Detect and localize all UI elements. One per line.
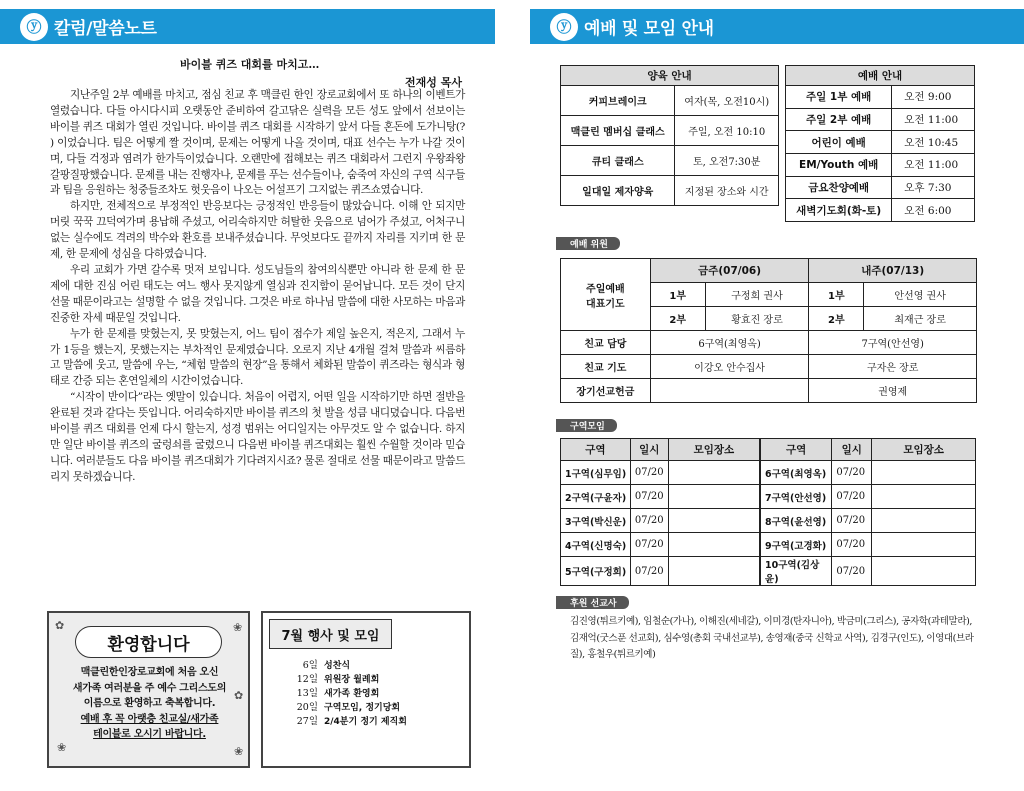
worship-section-title: 예배 및 모임 안내 bbox=[584, 19, 714, 39]
table-row: 2구역(구윤자) 07/20 7구역(안선영) 07/20 bbox=[561, 485, 976, 509]
table-row: 5구역(구정희) 07/20 10구역(김상윤) 07/20 bbox=[561, 557, 976, 586]
next-week-header: 내주(07/13) bbox=[809, 259, 977, 283]
worship-schedule-header: 예배 안내 bbox=[786, 66, 975, 86]
this-week-header: 금주(07/06) bbox=[650, 259, 809, 283]
flower-icon: ❀ bbox=[233, 621, 243, 634]
table-row: 3구역(박신운) 07/20 8구역(윤선영) 07/20 bbox=[561, 509, 976, 533]
nurture-table bbox=[560, 65, 779, 206]
column-paragraph: 우리 교회가 가면 갈수록 멋져 보입니다. 성도님들의 참여의식뿐만 아니라 한 문제 한 문제에 대한 진심 어린 태도는 여느 행사 못지않게 열심과 진지함이 묻어납니다. 모든 것이 단지 선물 때문이라고는 설명할 수 없을 것입니다. 그것은 바로 하나님 말씀에 대한 사모하는 마음과 진중한 자세 때문일 것입니다. bbox=[50, 263, 465, 324]
table-row: 맥클린 멤버십 클래스 주일, 오전 10:10 bbox=[561, 116, 779, 146]
column-body bbox=[50, 88, 465, 486]
column-author: 전재성 목사 bbox=[405, 76, 462, 89]
supporters-list: 김진영(튀르키예), 임철순(가나), 이해진(세네갈), 이미경(탄자니아), 박금미(그리스), 공자학(과테말라), 김재억(굿스푼 선교회), 심수영(총회 국내선교부), 송영재(중국 신학교 사역), 김경구(인도), 이영대(브라질), 홍철우(튀르키예) bbox=[570, 616, 974, 660]
table-row: 4구역(신명숙) 07/20 9구역(고경화) 07/20 bbox=[561, 533, 976, 557]
worship-schedule-table bbox=[785, 65, 975, 222]
event-item: 20일 구역모임, 정기당회 bbox=[296, 702, 401, 713]
rep-prayer-label: 주일예배 대표기도 bbox=[561, 259, 651, 331]
worship-committee-tag: 예배 위원 bbox=[556, 237, 620, 250]
july-events-box bbox=[261, 611, 471, 768]
church-logo-icon: ⓨ bbox=[550, 13, 578, 41]
column-title: 바이블 퀴즈 대회를 마치고… bbox=[180, 58, 320, 71]
table-row: 일대일 제자양육 지정된 장소와 시간 bbox=[561, 176, 779, 206]
event-item: 12일 위원장 월례회 bbox=[296, 674, 380, 685]
event-item: 27일 2/4분기 정기 제직회 bbox=[296, 716, 407, 727]
district-meeting-table: 구역 일시 모임장소 구역 일시 모임장소 1구역(심무임) 07/20 6구역(최영옥) 07/20 2구역(구윤자) 07/20 7구역(안선영) 07/20 3구역(박신운) 07/20 8구역(윤선영) 07/20 4구역(신명숙) 07/20 9구역(고경화) 07/20 5구역(구정희) 07/20 10구역(김상윤) 07/20 bbox=[560, 438, 976, 586]
table-row: 주일 2부 예배 오전 11:00 bbox=[786, 108, 975, 131]
column-paragraph: 하지만, 전체적으로 부정적인 반응보다는 긍정적인 반응들이 많았습니다. 이해 안 되지만 머릿 꾹꾹 끄덕여가며 용납해 주셨고, 어리숙하지만 허탈한 웃음으로 넘어가 주셨고, 어처구니없는 실수에도 격려의 박수와 환호를 보내주셨습니다. 무엇보다도 끝까지 자리를 지키며 한 문제, 한 문제에 성심을 다하였습니다. bbox=[50, 200, 465, 261]
table-row: 금요찬양예배 오후 7:30 bbox=[786, 176, 975, 199]
worship-committee-table: 주일예배 대표기도 금주(07/06) 내주(07/13) 1부 구정희 권사 1부 안선영 권사 2부 황효진 장로 2부 최재근 장로 친교 담당 6구역(최영옥) 7구역(안선영) 친교 기도 이강오 안수집사 구자은 장로 장기선교헌금 권영제 bbox=[560, 258, 977, 403]
worship-header-bar bbox=[530, 9, 1024, 44]
table-row: EM/Youth 예배 오전 11:00 bbox=[786, 154, 975, 177]
welcome-title: 환영합니다 bbox=[75, 626, 222, 658]
table-row: 큐티 클래스 토, 오전7:30분 bbox=[561, 146, 779, 176]
column-section-title: 칼럼/말씀노트 bbox=[54, 19, 157, 39]
nurture-header: 양육 안내 bbox=[561, 66, 779, 86]
table-row: 새벽기도회(화-토) 오전 6:00 bbox=[786, 199, 975, 222]
events-list bbox=[275, 659, 407, 729]
welcome-box bbox=[47, 611, 250, 768]
event-item: 13일 새가족 환영회 bbox=[296, 688, 380, 699]
table-row: 커피브레이크 여자(목, 오전10시) bbox=[561, 86, 779, 116]
table-row: 어린이 예배 오전 10:45 bbox=[786, 131, 975, 154]
column-paragraph: 누가 한 문제를 맞혔는지, 못 맞혔는지, 어느 팀이 점수가 제일 높은지, 적은지, 그래서 누가 1등을 했는지, 못했는지는 부차적인 문제였습니다. 오로지 지난 4개월 걸쳐 말씀과 씨름하고 말씀에 웃고, 말씀에 우는, “체험 말씀의 현장”을 통해서 체화된 말씀이 퀴즈라는 형식과 형태로 간증 되는 혼연일체의 시간이었습니다. bbox=[50, 327, 465, 388]
table-row: 주일 1부 예배 오전 9:00 bbox=[786, 86, 975, 109]
column-paragraph: “시작이 반이다”라는 옛말이 있습니다. 처음이 어렵지, 어떤 일을 시작하기만 하면 절반을 완료된 것과 같다는 뜻입니다. 어리숙하지만 바이블 퀴즈의 첫 발을 성큼 내디뎠습니다. 다음번 바이블 퀴즈 대회를 언제 다시 할는지, 성경 범위는 어디일지는 아무것도 알 수 없습니다. 하지만 일단 바이블 퀴즈의 굴렁쇠를 굴렸으니 다음번 바이블 퀴즈대회는 훨씬 수월할 것이라 믿습니다. 여러분들도 다음 바이블 퀴즈대회가 기다려지시죠? 물론 절대로 선물 때문이라고 말씀드리지 못하겠습니다. bbox=[50, 391, 465, 483]
event-item: 6일 성찬식 bbox=[302, 660, 351, 671]
flower-icon: ❀ bbox=[57, 741, 67, 754]
column-paragraph: 지난주일 2부 예배를 마치고, 점심 친교 후 맥클린 한인 장로교회에서 또 하나의 이벤트가 열렸습니다. 다들 아시다시피 오랫동안 준비하여 갈고닦은 실력을 모든 성도 앞에서 선보이는 바이블 퀴즈 대회가 열린 것입니다. 바이블 퀴즈 대회를 시작하기 앞서 다들 혼돈에 도가니탕(? ) 이었습니다. 팀은 어떻게 짤 것이며, 문제는 어떻게 나올 것이며, 대표 선수는 누가 나갈 것이며, 다들 걱정과 염려가 한가득이었습니다. 오랜만에 접해보는 퀴즈 대회라서 그런지 우왕좌왕 갈팡질팡했습니다. 문제를 내는 진행자나, 문제를 푸는 선수들이나, 숨죽여 자신의 구역 식구들과 팀을 응원하는 청중들조차도 헛웃음이 나오는 어설프기 그지없는 퀴즈쇼였습니다. bbox=[50, 89, 465, 197]
supporters-tag: 후원 선교사 bbox=[556, 596, 629, 609]
welcome-message: 맥클린한인장로교회에 처음 오신 새가족 여러분을 주 예수 그리스도의 이름으로 환영하고 축복합니다. 예배 후 꼭 아랫층 친교실/새가족 테이블로 오시기 바랍니다. bbox=[72, 667, 227, 740]
flower-icon: ✿ bbox=[55, 619, 65, 632]
flower-icon: ❀ bbox=[234, 745, 244, 758]
flower-icon: ✿ bbox=[234, 689, 244, 702]
church-logo-icon: ⓨ bbox=[20, 13, 48, 41]
column-header-bar bbox=[0, 9, 495, 44]
district-meeting-tag: 구역모임 bbox=[556, 419, 617, 432]
events-title: 7월 행사 및 모임 bbox=[269, 619, 392, 649]
table-row: 1구역(심무임) 07/20 6구역(최영옥) 07/20 bbox=[561, 461, 976, 485]
